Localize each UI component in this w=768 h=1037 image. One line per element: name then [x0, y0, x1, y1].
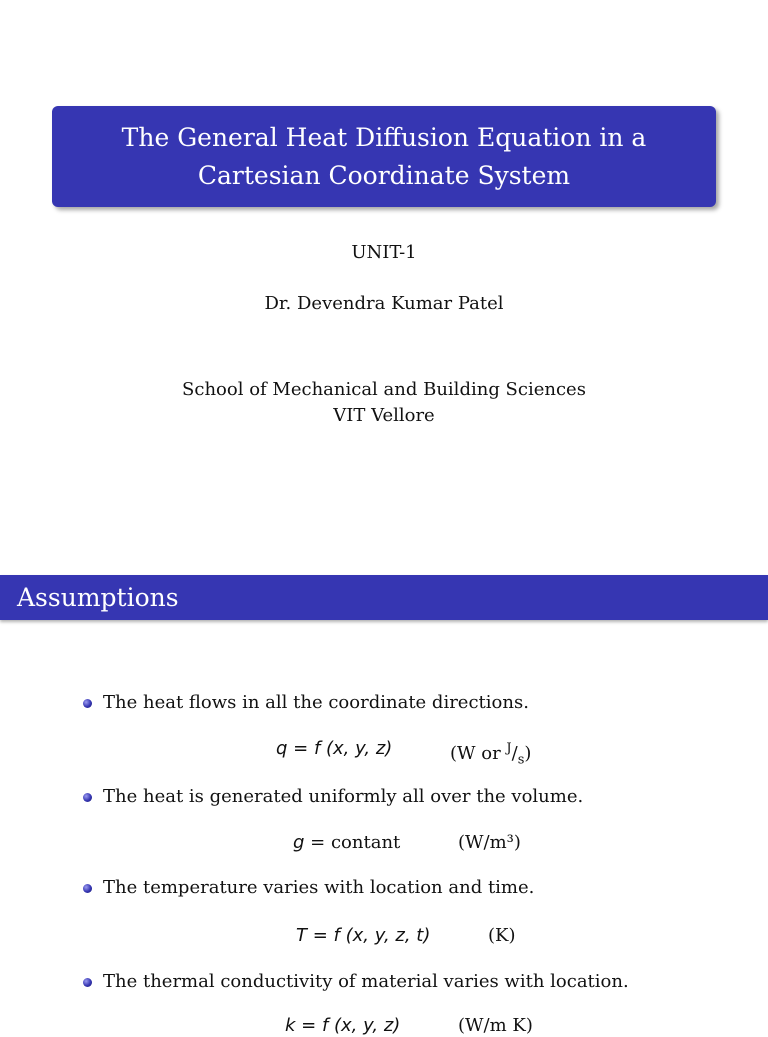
item-text: The heat flows in all the coordinate directions. [103, 692, 529, 713]
title-box [52, 106, 716, 207]
bullet-icon [83, 884, 92, 893]
equation: q = f (x, y, z) [276, 738, 393, 759]
bullet-icon [83, 793, 92, 802]
frame-title: Assumptions [0, 575, 768, 620]
item-text: The temperature varies with location and time. [103, 877, 535, 898]
institute-line-2: VIT Vellore [333, 405, 435, 426]
bullet-icon [83, 699, 92, 708]
equation: k = f (x, y, z) [285, 1015, 401, 1036]
unit-label: (W/m K) [458, 1015, 533, 1036]
unit-label: UNIT-1 [351, 242, 417, 263]
unit-label [450, 738, 531, 772]
list-item [83, 877, 534, 899]
author-name: Dr. Devendra Kumar Patel [264, 293, 504, 314]
unit-label: (K) [488, 925, 516, 946]
unit-part: s [517, 752, 525, 768]
unit-part: J [506, 741, 512, 756]
list-item [83, 786, 583, 808]
equation [293, 832, 400, 854]
unit-part: (W or [450, 743, 507, 764]
unit-part: ) [524, 743, 532, 764]
list-item [83, 971, 629, 993]
equation-variable: g [293, 832, 305, 853]
assumptions-slide [0, 575, 768, 1036]
unit-part: / [511, 743, 518, 764]
item-text: The thermal conductivity of material varies with location. [103, 971, 629, 992]
unit-label: (W/m³) [458, 832, 521, 853]
bullet-icon [83, 978, 92, 987]
title-line-1: The General Heat Diffusion Equation in a [121, 122, 647, 152]
item-text: The heat is generated uniformly all over the volume. [103, 786, 584, 807]
equation-rest: = contant [304, 832, 401, 853]
list-item [83, 692, 529, 714]
equation: T = f (x, y, z, t) [296, 925, 431, 946]
institute-line-1: School of Mechanical and Building Sciences [182, 379, 586, 400]
title-line-2: Cartesian Coordinate System [197, 160, 571, 190]
